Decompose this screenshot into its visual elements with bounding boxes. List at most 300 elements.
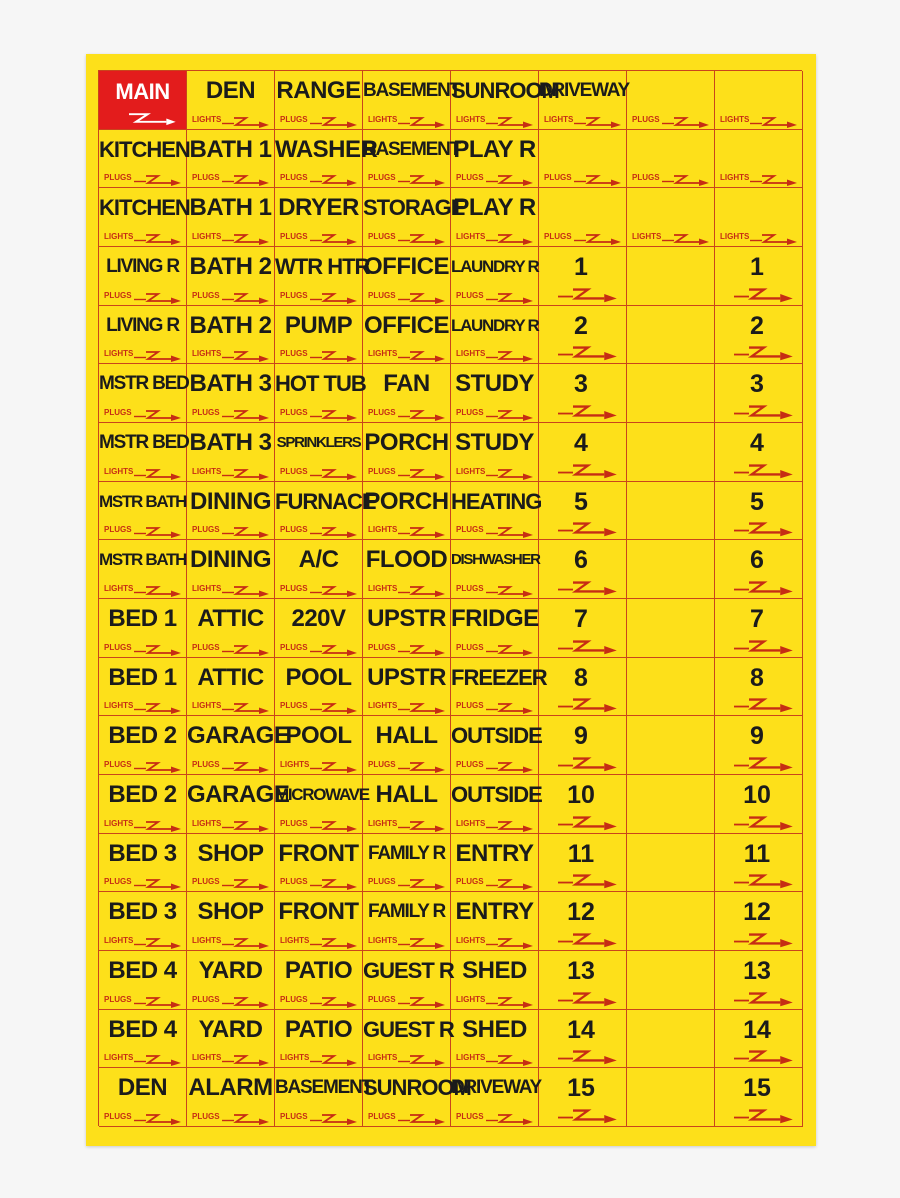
circuit-type-tag: LIGHTS — [456, 818, 486, 828]
lightning-arrow-icon — [558, 991, 618, 1005]
circuit-label: STUDY — [455, 370, 534, 398]
circuit-cell — [99, 130, 190, 189]
circuit-type-tag: PLUGS — [280, 701, 308, 711]
circuit-label: UPSTR — [367, 663, 446, 691]
circuit-label: OUTSIDE — [451, 781, 542, 807]
circuit-cell — [451, 247, 539, 306]
circuit-label: FURNACE — [275, 488, 376, 514]
circuit-number: 5 — [750, 487, 764, 516]
circuit-type-tag: PLUGS — [368, 642, 396, 652]
circuit-number: 4 — [750, 428, 764, 457]
lightning-arrow-icon — [310, 642, 358, 653]
lightning-arrow-icon — [398, 231, 446, 242]
circuit-cell — [99, 658, 187, 717]
lightning-arrow-icon — [558, 932, 618, 946]
circuit-number: 7 — [750, 604, 764, 633]
lightning-arrow-icon — [398, 700, 446, 711]
circuit-cell — [539, 834, 627, 893]
lightning-arrow-icon — [734, 404, 794, 418]
circuit-type-tag: LIGHTS — [192, 818, 222, 828]
circuit-cell — [275, 130, 378, 189]
lightning-arrow-icon — [734, 580, 794, 594]
circuit-cell — [187, 540, 275, 599]
circuit-cell — [539, 306, 627, 365]
lightning-arrow-icon — [222, 348, 270, 359]
circuit-cell — [627, 71, 715, 130]
lightning-arrow-icon — [310, 348, 358, 359]
lightning-arrow-icon — [134, 994, 182, 1005]
circuit-label: BED 4 — [108, 1015, 177, 1043]
lightning-arrow-icon — [222, 818, 270, 829]
circuit-cell — [451, 540, 539, 599]
circuit-label: DEN — [117, 1074, 168, 1102]
lightning-arrow-icon — [734, 345, 794, 359]
circuit-number: 11 — [743, 839, 771, 868]
lightning-arrow-icon — [398, 642, 446, 653]
lightning-arrow-icon — [558, 404, 618, 418]
circuit-type-tag: LIGHTS — [456, 994, 486, 1004]
circuit-label: POOL — [285, 722, 352, 750]
circuit-type-tag: LIGHTS — [104, 1053, 134, 1063]
circuit-cell — [187, 834, 275, 893]
lightning-arrow-icon — [134, 876, 182, 887]
circuit-label: POOL — [285, 663, 352, 691]
circuit-cell — [715, 364, 803, 423]
circuit-type-tag: PLUGS — [368, 290, 396, 300]
circuit-cell — [99, 482, 187, 541]
circuit-label: LIVING R — [106, 314, 179, 336]
circuit-cell — [363, 423, 451, 482]
circuit-cell — [451, 951, 539, 1010]
lightning-arrow-icon — [558, 697, 618, 711]
lightning-arrow-icon — [310, 407, 358, 418]
circuit-label: SUNROOM — [451, 78, 559, 103]
lightning-arrow-icon — [310, 290, 358, 301]
circuit-cell — [539, 658, 627, 717]
circuit-cell — [715, 1010, 803, 1069]
circuit-cell — [99, 1010, 187, 1069]
lightning-arrow-icon — [134, 290, 182, 301]
circuit-label: BED 4 — [108, 956, 177, 984]
circuit-type-tag: PLUGS — [368, 466, 396, 476]
lightning-arrow-icon — [486, 818, 534, 829]
circuit-label: ATTIC — [197, 663, 264, 691]
circuit-cell — [539, 71, 630, 130]
lightning-arrow-icon — [222, 700, 270, 711]
circuit-type-tag: PLUGS — [192, 877, 220, 887]
circuit-cell — [715, 482, 803, 541]
circuit-label: BASEMENT — [363, 138, 461, 160]
circuit-cell — [275, 599, 363, 658]
circuit-cell — [275, 247, 370, 306]
circuit-cell — [539, 188, 627, 247]
lightning-arrow-icon — [310, 1111, 358, 1122]
circuit-type-tag: PLUGS — [104, 759, 132, 769]
circuit-type-tag: PLUGS — [280, 525, 308, 535]
circuit-label: PUMP — [284, 311, 353, 339]
lightning-arrow-icon — [398, 818, 446, 829]
lightning-arrow-icon — [134, 642, 182, 653]
circuit-type-tag: LIGHTS — [280, 935, 310, 945]
circuit-type-tag: PLUGS — [368, 1111, 396, 1121]
circuit-cell — [99, 306, 187, 365]
circuit-cell — [539, 1010, 627, 1069]
circuit-type-tag: PLUGS — [368, 231, 396, 241]
circuit-cell — [275, 482, 376, 541]
lightning-arrow-icon — [222, 1052, 270, 1063]
lightning-arrow-icon — [486, 1052, 534, 1063]
lightning-arrow-icon — [486, 1111, 534, 1122]
circuit-cell — [627, 247, 715, 306]
circuit-type-tag: PLUGS — [280, 818, 308, 828]
circuit-label: FLOOD — [365, 546, 448, 574]
circuit-label: BASEMENT — [275, 1077, 373, 1099]
circuit-cell — [363, 599, 451, 658]
circuit-type-tag: PLUGS — [280, 290, 308, 300]
circuit-type-tag: PLUGS — [192, 407, 220, 417]
circuit-label: ALARM — [188, 1074, 273, 1102]
circuit-label: SHED — [462, 956, 527, 984]
circuit-cell — [363, 482, 451, 541]
circuit-cell — [451, 130, 539, 189]
circuit-cell — [187, 1010, 275, 1069]
lightning-arrow-icon — [734, 873, 794, 887]
circuit-cell — [539, 951, 627, 1010]
circuit-type-tag: LIGHTS — [544, 114, 574, 124]
circuit-cell — [539, 130, 627, 189]
lightning-arrow-icon — [310, 524, 358, 535]
lightning-arrow-icon — [486, 700, 534, 711]
circuit-cell — [275, 716, 363, 775]
lightning-arrow-icon — [134, 1111, 182, 1122]
circuit-cell — [99, 1068, 187, 1127]
circuit-number: 6 — [574, 546, 588, 575]
circuit-cell — [627, 482, 715, 541]
circuit-label: MSTR BATH — [99, 550, 187, 570]
circuit-type-tag: PLUGS — [456, 290, 484, 300]
lightning-arrow-icon — [310, 466, 358, 477]
circuit-cell — [627, 306, 715, 365]
lightning-arrow-icon — [134, 231, 182, 242]
circuit-label: PLAY R — [453, 194, 536, 222]
circuit-number: 1 — [574, 252, 588, 281]
circuit-number: 9 — [750, 722, 764, 751]
lightning-arrow-icon — [222, 172, 270, 183]
circuit-cell — [539, 247, 627, 306]
lightning-arrow-icon — [558, 345, 618, 359]
lightning-arrow-icon — [134, 935, 182, 946]
circuit-type-tag: PLUGS — [456, 1111, 484, 1121]
circuit-cell — [275, 892, 363, 951]
lightning-arrow-icon — [122, 111, 178, 123]
circuit-cell — [187, 599, 275, 658]
circuit-type-tag: PLUGS — [368, 407, 396, 417]
circuit-cell — [451, 892, 539, 951]
circuit-label: KITCHEN — [99, 195, 190, 221]
circuit-label: FRIDGE — [451, 604, 539, 632]
circuit-cell — [187, 1068, 275, 1127]
lightning-arrow-icon — [486, 231, 534, 242]
circuit-type-tag: LIGHTS — [632, 231, 662, 241]
lightning-arrow-icon — [222, 994, 270, 1005]
lightning-arrow-icon — [662, 172, 710, 183]
circuit-cell — [539, 423, 627, 482]
circuit-cell — [275, 540, 363, 599]
circuit-label: SUNROOM — [363, 1075, 471, 1101]
lightning-arrow-icon — [486, 994, 534, 1005]
circuit-cell — [363, 834, 451, 893]
lightning-arrow-icon — [734, 697, 794, 711]
circuit-number: 9 — [574, 722, 588, 751]
circuit-type-tag: LIGHTS — [192, 935, 222, 945]
circuit-cell — [275, 834, 363, 893]
circuit-label: ENTRY — [455, 898, 534, 926]
circuit-label: SPRINKLERS — [276, 433, 361, 451]
circuit-cell — [187, 130, 275, 189]
circuit-type-tag: LIGHTS — [104, 231, 134, 241]
lightning-arrow-icon — [134, 759, 182, 770]
circuit-cell — [715, 775, 803, 834]
lightning-arrow-icon — [486, 524, 534, 535]
circuit-label: PORCH — [364, 428, 449, 456]
circuit-label: LAUNDRY R — [451, 256, 539, 276]
circuit-label: FAN — [383, 370, 430, 398]
circuit-cell — [627, 1010, 715, 1069]
circuit-cell — [275, 71, 363, 130]
circuit-type-tag: PLUGS — [456, 173, 484, 183]
lightning-arrow-icon — [486, 348, 534, 359]
lightning-arrow-icon — [398, 290, 446, 301]
circuit-type-tag: PLUGS — [456, 407, 484, 417]
circuit-label: BED 1 — [108, 663, 177, 691]
lightning-arrow-icon — [222, 231, 270, 242]
circuit-cell — [187, 951, 275, 1010]
circuit-label: STUDY — [455, 428, 534, 456]
lightning-arrow-icon — [558, 580, 618, 594]
circuit-label: WTR HTR — [275, 253, 370, 279]
lightning-arrow-icon — [486, 466, 534, 477]
lightning-arrow-icon — [734, 1049, 794, 1063]
circuit-number: 12 — [743, 898, 771, 927]
circuit-label: BED 3 — [108, 839, 177, 867]
circuit-label: PATIO — [284, 956, 353, 984]
lightning-arrow-icon — [558, 521, 618, 535]
circuit-type-tag: PLUGS — [192, 525, 220, 535]
circuit-cell — [187, 775, 290, 834]
circuit-cell — [275, 658, 363, 717]
circuit-cell — [275, 1068, 373, 1127]
lightning-arrow-icon — [222, 466, 270, 477]
lightning-arrow-icon — [222, 290, 270, 301]
lightning-arrow-icon — [134, 818, 182, 829]
circuit-label: GUEST R — [363, 1016, 454, 1042]
circuit-label: BATH 2 — [189, 252, 272, 280]
circuit-type-tag: LIGHTS — [104, 466, 134, 476]
lightning-arrow-icon — [558, 463, 618, 477]
circuit-type-tag: LIGHTS — [368, 818, 398, 828]
circuit-type-tag: PLUGS — [104, 1111, 132, 1121]
circuit-type-tag: PLUGS — [368, 173, 396, 183]
circuit-label: BED 2 — [108, 780, 177, 808]
circuit-label: BATH 3 — [189, 428, 272, 456]
lightning-arrow-icon — [486, 407, 534, 418]
lightning-arrow-icon — [398, 524, 446, 535]
lightning-arrow-icon — [734, 991, 794, 1005]
circuit-cell — [363, 540, 451, 599]
lightning-arrow-icon — [398, 583, 446, 594]
circuit-number: 10 — [743, 780, 771, 809]
lightning-arrow-icon — [734, 287, 794, 301]
circuit-label: 220V — [291, 604, 346, 632]
circuit-cell — [99, 423, 187, 482]
circuit-type-tag: LIGHTS — [720, 173, 750, 183]
circuit-number: 3 — [750, 370, 764, 399]
circuit-label: MSTR BATH — [99, 491, 187, 511]
circuit-cell — [627, 599, 715, 658]
circuit-cell — [715, 599, 803, 658]
main-breaker-cell — [99, 71, 187, 130]
lightning-arrow-icon — [734, 756, 794, 770]
circuit-label: BATH 1 — [189, 194, 272, 222]
lightning-arrow-icon — [310, 994, 358, 1005]
circuit-type-tag: PLUGS — [456, 642, 484, 652]
lightning-arrow-icon — [558, 287, 618, 301]
circuit-label: BED 3 — [108, 898, 177, 926]
circuit-cell — [451, 716, 542, 775]
circuit-number: 7 — [574, 604, 588, 633]
lightning-arrow-icon — [574, 114, 622, 125]
circuit-label: DINING — [190, 546, 271, 574]
circuit-type-tag: LIGHTS — [368, 525, 398, 535]
circuit-cell — [187, 247, 275, 306]
circuit-number: 3 — [574, 370, 588, 399]
circuit-cell — [187, 71, 275, 130]
circuit-type-tag: PLUGS — [280, 642, 308, 652]
circuit-number: 13 — [743, 956, 771, 985]
circuit-cell — [539, 540, 627, 599]
circuit-type-tag: PLUGS — [192, 173, 220, 183]
circuit-label: BASEMENT — [363, 80, 461, 101]
circuit-label: MICROWAVE — [275, 784, 369, 804]
circuit-cell — [275, 364, 366, 423]
circuit-type-tag: PLUGS — [544, 173, 572, 183]
circuit-label: FAMILY R — [368, 842, 445, 864]
circuit-cell — [627, 658, 715, 717]
circuit-cell — [187, 482, 275, 541]
circuit-number: 13 — [567, 956, 595, 985]
circuit-type-tag: LIGHTS — [280, 1053, 310, 1063]
circuit-cell — [715, 130, 803, 189]
circuit-number: 8 — [574, 663, 588, 692]
circuit-cell — [451, 599, 539, 658]
circuit-type-tag: PLUGS — [368, 759, 396, 769]
circuit-type-tag: LIGHTS — [280, 759, 310, 769]
circuit-cell — [451, 1068, 542, 1127]
circuit-cell — [627, 951, 715, 1010]
lightning-arrow-icon — [398, 114, 446, 125]
circuit-cell — [99, 540, 187, 599]
circuit-cell — [363, 716, 451, 775]
circuit-cell — [539, 364, 627, 423]
circuit-cell — [99, 188, 190, 247]
circuit-label: GARAGE — [187, 722, 290, 750]
circuit-cell — [187, 423, 275, 482]
lightning-arrow-icon — [134, 583, 182, 594]
circuit-type-tag: LIGHTS — [192, 701, 222, 711]
lightning-arrow-icon — [486, 172, 534, 183]
circuit-cell — [715, 423, 803, 482]
circuit-cell — [539, 716, 627, 775]
lightning-arrow-icon — [486, 759, 534, 770]
circuit-type-tag: PLUGS — [368, 877, 396, 887]
circuit-cell — [627, 130, 715, 189]
circuit-cell — [363, 951, 454, 1010]
circuit-cell — [363, 71, 461, 130]
lightning-arrow-icon — [574, 172, 622, 183]
lightning-arrow-icon — [134, 524, 182, 535]
circuit-cell — [627, 423, 715, 482]
breaker-label-sheet — [86, 54, 816, 1146]
circuit-label: FRONT — [278, 839, 359, 867]
circuit-label: HALL — [375, 722, 438, 750]
lightning-arrow-icon — [398, 1052, 446, 1063]
lightning-arrow-icon — [734, 639, 794, 653]
circuit-cell — [539, 482, 627, 541]
circuit-type-tag: PLUGS — [192, 290, 220, 300]
circuit-label: OFFICE — [364, 252, 449, 280]
lightning-arrow-icon — [398, 759, 446, 770]
lightning-arrow-icon — [558, 873, 618, 887]
circuit-label: DINING — [190, 487, 271, 515]
circuit-cell — [363, 306, 451, 365]
lightning-arrow-icon — [398, 935, 446, 946]
circuit-cell — [275, 775, 369, 834]
circuit-type-tag: PLUGS — [280, 231, 308, 241]
circuit-cell — [99, 775, 187, 834]
circuit-type-tag: LIGHTS — [192, 583, 222, 593]
circuit-cell — [275, 188, 363, 247]
circuit-number: 12 — [567, 898, 595, 927]
lightning-arrow-icon — [398, 876, 446, 887]
circuit-label: BATH 3 — [189, 370, 272, 398]
circuit-type-tag: LIGHTS — [368, 114, 398, 124]
circuit-label: HEATING — [451, 488, 542, 514]
lightning-arrow-icon — [662, 114, 710, 125]
circuit-cell — [363, 1010, 454, 1069]
circuit-type-tag: PLUGS — [280, 407, 308, 417]
lightning-arrow-icon — [310, 231, 358, 242]
circuit-cell — [99, 364, 187, 423]
circuit-label: HOT TUB — [275, 371, 366, 397]
lightning-arrow-icon — [734, 463, 794, 477]
circuit-label: PATIO — [284, 1015, 353, 1043]
lightning-arrow-icon — [134, 348, 182, 359]
lightning-arrow-icon — [486, 935, 534, 946]
lightning-arrow-icon — [134, 700, 182, 711]
circuit-type-tag: LIGHTS — [104, 583, 134, 593]
circuit-cell — [451, 71, 559, 130]
circuit-number: 5 — [574, 487, 588, 516]
circuit-label: WASHER — [275, 135, 378, 163]
lightning-arrow-icon — [222, 407, 270, 418]
circuit-type-tag: PLUGS — [632, 114, 660, 124]
circuit-cell — [715, 892, 803, 951]
lightning-arrow-icon — [310, 935, 358, 946]
lightning-arrow-icon — [134, 466, 182, 477]
circuit-number: 10 — [567, 780, 595, 809]
lightning-arrow-icon — [398, 407, 446, 418]
circuit-cell — [99, 834, 187, 893]
